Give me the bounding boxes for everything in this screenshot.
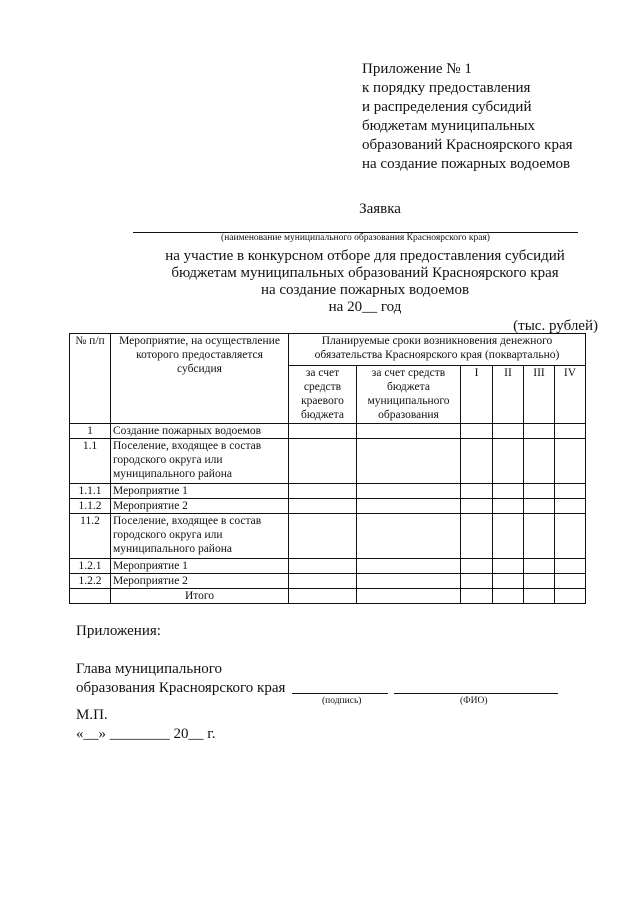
cell-q2[interactable] [493,559,524,574]
appendix-line: бюджетам муниципальных [362,118,536,134]
head-line: Глава муниципального [76,661,223,677]
cell-municipal[interactable] [357,559,461,574]
cell-q2[interactable] [493,484,524,499]
cell-q4[interactable] [555,589,586,604]
table-row [70,484,586,499]
cell-q1[interactable] [461,439,493,484]
cell-regional[interactable] [289,499,357,514]
cell-q3[interactable] [524,559,555,574]
table-row [70,439,586,484]
cell-municipal[interactable] [357,514,461,559]
cell-q3[interactable] [524,439,555,484]
row-text: Мероприятие 1 [111,559,289,574]
row-num: 1.2.2 [70,574,111,589]
total-num [70,589,111,604]
cell-q2[interactable] [493,499,524,514]
cell-q1[interactable] [461,574,493,589]
cell-q2[interactable] [493,439,524,484]
cell-regional[interactable] [289,484,357,499]
attachments-label: Приложения: [76,623,161,639]
cell-regional[interactable] [289,439,357,484]
row-num: 1.1.1 [70,484,111,499]
cell-q2[interactable] [493,589,524,604]
units-label: (тыс. рублей) [513,318,598,334]
full-name-caption: (ФИО) [460,696,488,706]
cell-regional[interactable] [289,559,357,574]
appendix-line: к порядку предоставления [362,80,531,96]
stamp-label: М.П. [76,707,108,723]
date-line[interactable]: «__» ________ 20__ г. [76,726,216,742]
table-row [70,424,586,439]
municipality-name-caption: (наименование муниципального образования Красноярского края) [221,233,490,243]
row-text: Мероприятие 2 [111,499,289,514]
head-line: образования Красноярского края [76,680,286,696]
document-subtitle [100,248,630,316]
appendix-line: на создание пожарных водоемов [362,156,571,172]
cell-q4[interactable] [555,514,586,559]
cell-q1[interactable] [461,589,493,604]
cell-municipal[interactable] [357,574,461,589]
cell-q4[interactable] [555,574,586,589]
row-text: Создание пожарных водоемов [111,424,289,439]
cell-q3[interactable] [524,484,555,499]
subtitle-line: на создание пожарных водоемов [260,282,470,298]
cell-q4[interactable] [555,559,586,574]
cell-q1[interactable] [461,484,493,499]
row-text: Поселение, входящее в состав городского округа или муниципального района [111,514,289,559]
cell-regional[interactable] [289,514,357,559]
total-label: Итого [111,589,289,604]
cell-municipal[interactable] [357,484,461,499]
table-row [70,559,586,574]
cell-municipal[interactable] [357,439,461,484]
signature-caption: (подпись) [322,696,362,706]
cell-municipal[interactable] [357,589,461,604]
signature-line[interactable] [292,693,388,694]
full-name-line[interactable] [394,693,558,694]
row-text: Мероприятие 2 [111,574,289,589]
cell-regional[interactable] [289,574,357,589]
appendix-block [362,60,573,174]
header-quarter-4: IV [555,366,586,424]
cell-municipal[interactable] [357,499,461,514]
cell-q1[interactable] [461,514,493,559]
header-planned-terms: Планируемые сроки возникновения денежного обязательства Красноярского края (поквартально) [289,334,586,366]
total-row [70,589,586,604]
header-activity: Мероприятие, на осуществление которого предоставляется субсидия [111,334,289,424]
cell-q2[interactable] [493,424,524,439]
cell-q4[interactable] [555,439,586,484]
header-municipal-budget: за счет средств бюджета муниципального образования [357,366,461,424]
cell-q1[interactable] [461,559,493,574]
cell-q4[interactable] [555,484,586,499]
header-regional-budget: за счет средств краевого бюджета [289,366,357,424]
table-row [70,499,586,514]
cell-regional[interactable] [289,589,357,604]
cell-q3[interactable] [524,589,555,604]
row-num: 1 [70,424,111,439]
table-row [70,514,586,559]
header-quarter-1: I [461,366,493,424]
document-title: Заявка [359,201,401,217]
cell-q2[interactable] [493,514,524,559]
cell-municipal[interactable] [357,424,461,439]
cell-q3[interactable] [524,574,555,589]
cell-q4[interactable] [555,424,586,439]
subsidy-table [69,333,586,604]
cell-q3[interactable] [524,499,555,514]
subtitle-line: на 20__ год [328,299,402,315]
header-num: № п/п [70,334,111,424]
cell-q3[interactable] [524,514,555,559]
row-num: 11.2 [70,514,111,559]
row-text: Мероприятие 1 [111,484,289,499]
row-num: 1.2.1 [70,559,111,574]
cell-q3[interactable] [524,424,555,439]
appendix-line: образований Красноярского края [362,137,573,153]
subtitle-line: бюджетам муниципальных образований Красноярского края [171,265,559,281]
cell-regional[interactable] [289,424,357,439]
appendix-line: Приложение № 1 [362,61,472,77]
row-num: 1.1 [70,439,111,484]
subtitle-line: на участие в конкурсном отборе для предоставления субсидий [165,248,565,264]
row-num: 1.1.2 [70,499,111,514]
table-row [70,574,586,589]
header-quarter-2: II [493,366,524,424]
row-text: Поселение, входящее в состав городского округа или муниципального района [111,439,289,484]
head-signature-block [76,660,285,698]
cell-q2[interactable] [493,574,524,589]
appendix-line: и распределения субсидий [362,99,532,115]
cell-q1[interactable] [461,499,493,514]
cell-q1[interactable] [461,424,493,439]
cell-q4[interactable] [555,499,586,514]
header-quarter-3: III [524,366,555,424]
